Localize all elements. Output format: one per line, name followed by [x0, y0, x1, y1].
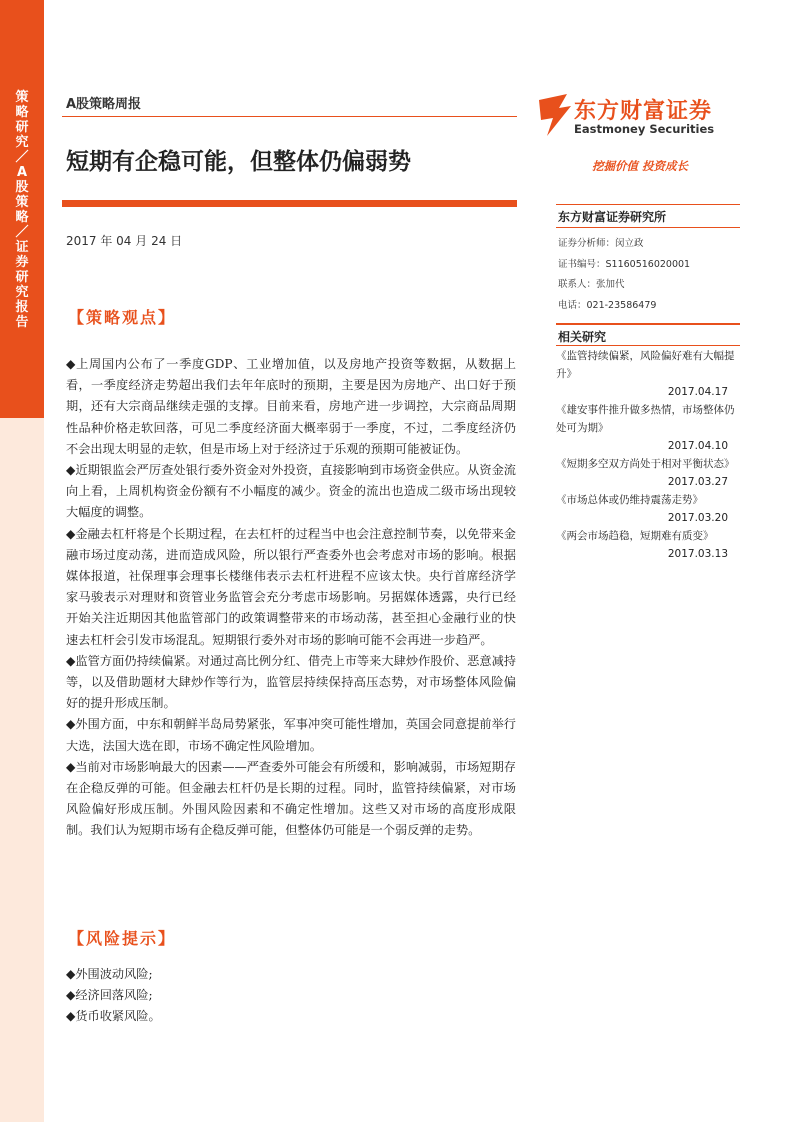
strategy-paragraph: ◆外围方面，中东和朝鲜半岛局势紧张，军事冲突可能性增加，英国会同意提前举行大选，法国大选在即，市场不确定性风险增加。 — [66, 717, 516, 753]
related-item[interactable] — [556, 527, 740, 563]
related-date: 2017.04.10 — [667, 440, 728, 452]
strategy-heading: 【策略观点】 — [68, 308, 177, 327]
related-list — [556, 347, 740, 563]
risk-item: ◆外围波动风险; — [66, 967, 153, 981]
sidebar-label: 策略研究／A股策略／证券研究报告 — [15, 90, 29, 330]
page-title: 短期有企稳可能，但整体仍偏弱势 — [66, 149, 411, 175]
analyst-info — [558, 234, 690, 316]
risk-item: ◆货币收紧风险。 — [66, 1009, 161, 1023]
related-title[interactable]: 《两会市场趋稳，短期难有质变》 — [556, 530, 714, 542]
analyst-line: 证券分析师：闵立政 — [558, 238, 644, 249]
report-type: A股策略周报 — [66, 97, 142, 112]
report-date: 2017 年 04 月 24 日 — [66, 234, 183, 248]
institute-top-rule — [556, 204, 740, 205]
risk-item: ◆经济回落风险; — [66, 988, 153, 1002]
related-item[interactable] — [556, 347, 740, 401]
related-title[interactable]: 《短期多空双方尚处于相对平衡状态》 — [556, 458, 735, 470]
related-date: 2017.04.17 — [667, 386, 728, 398]
analyst-line: 电话：021-23586479 — [558, 299, 657, 311]
risk-heading: 【风险提示】 — [68, 929, 177, 948]
related-bottom-rule — [556, 345, 740, 346]
related-top-rule — [556, 323, 740, 325]
strategy-paragraph: ◆近期银监会严厉查处银行委外资金对外投资，直接影响到市场资金供应。从资金流向上看，上周机构资金份额有不小幅度的减少。资金的流出也造成二级市场出现较大幅度的调整。 — [66, 463, 516, 520]
institute-bottom-rule — [556, 227, 740, 228]
analyst-line: 证书编号：S1160516020001 — [558, 258, 691, 270]
strategy-body — [66, 354, 516, 842]
related-item[interactable] — [556, 491, 740, 527]
institute-name: 东方财富证券研究所 — [558, 210, 667, 224]
strategy-paragraph: ◆当前对市场影响最大的因素——严查委外可能会有所缓和，影响减弱，市场短期存在企稳反弹的可能。但金融去杠杆仍是长期的过程。同时，监管持续偏紧，对市场风险偏好形成压制。外围风险因素和不确定性增加。这些又对市场的高度形成限制。我们认为短期市场有企稳反弹可能，但整体仍可能是一个弱反弹的走势。 — [66, 759, 516, 838]
strategy-paragraph: ◆上周国内公布了一季度GDP、工业增加值，以及房地产投资等数据，从数据上看，一季度经济走势超出我们去年年底时的预期，主要是因为房地产、出口好于预期，还有大宗商品继续走强的支撑。目前来看，房地产进一步调控，大宗商品周期性品种价格走软回落，可见二季度经济面大概率弱于一季度，不过，二季度经济仍不会出现太明显的走软，但是市场上对于经济过于乐观的预期可能被证伪。 — [66, 357, 516, 456]
risk-list — [66, 964, 366, 1027]
strategy-paragraph: ◆金融去杠杆将是个长期过程，在去杠杆的过程当中也会注意控制节奏，以免带来金融市场过度动荡，进而造成风险，所以银行严查委外也会考虑对市场的影响。根据媒体报道，社保理事会理事长楼继伟表示去杠杆进程不应该太快。央行首席经济学家马骏表示对理财和资管业务监管会充分考虑市场影响。另据媒体透露，央行已经开始关注近期因其他监管部门的政策调整带来的市场动荡，甚至担心金融行业的快速去杠杆会引发市场混乱。短期银行委外对市场的影响可能不会再进一步趋严。 — [66, 526, 516, 647]
related-heading: 相关研究 — [558, 330, 607, 344]
brand-name-en: Eastmoney Securities — [574, 122, 715, 136]
strategy-paragraph: ◆监管方面仍持续偏紧。对通过高比例分红、借壳上市等来大肆炒作股价、恶意减持等，以及借助题材大肆炒作等行为，监管层持续保持高压态势，对市场整体风险偏好的提升形成压制。 — [66, 653, 516, 711]
related-item[interactable] — [556, 401, 740, 455]
analyst-line: 联系人：张加代 — [558, 279, 625, 290]
related-title[interactable]: 《雄安事件推升做多热情，市场整体仍处可为期》 — [556, 404, 735, 434]
related-date: 2017.03.13 — [667, 548, 728, 560]
related-date: 2017.03.20 — [667, 512, 728, 524]
title-rule — [62, 200, 517, 207]
related-date: 2017.03.27 — [667, 476, 728, 488]
brand-name-cn: 东方财富证券 — [574, 99, 713, 124]
related-item[interactable] — [556, 455, 740, 491]
related-title[interactable]: 《监管持续偏紧，风险偏好难有大幅提升》 — [556, 350, 735, 380]
related-title[interactable]: 《市场总体或仍维持震荡走势》 — [556, 494, 703, 506]
header-rule — [62, 116, 517, 117]
brand-slogan: 挖掘价值 投资成长 — [592, 159, 689, 173]
